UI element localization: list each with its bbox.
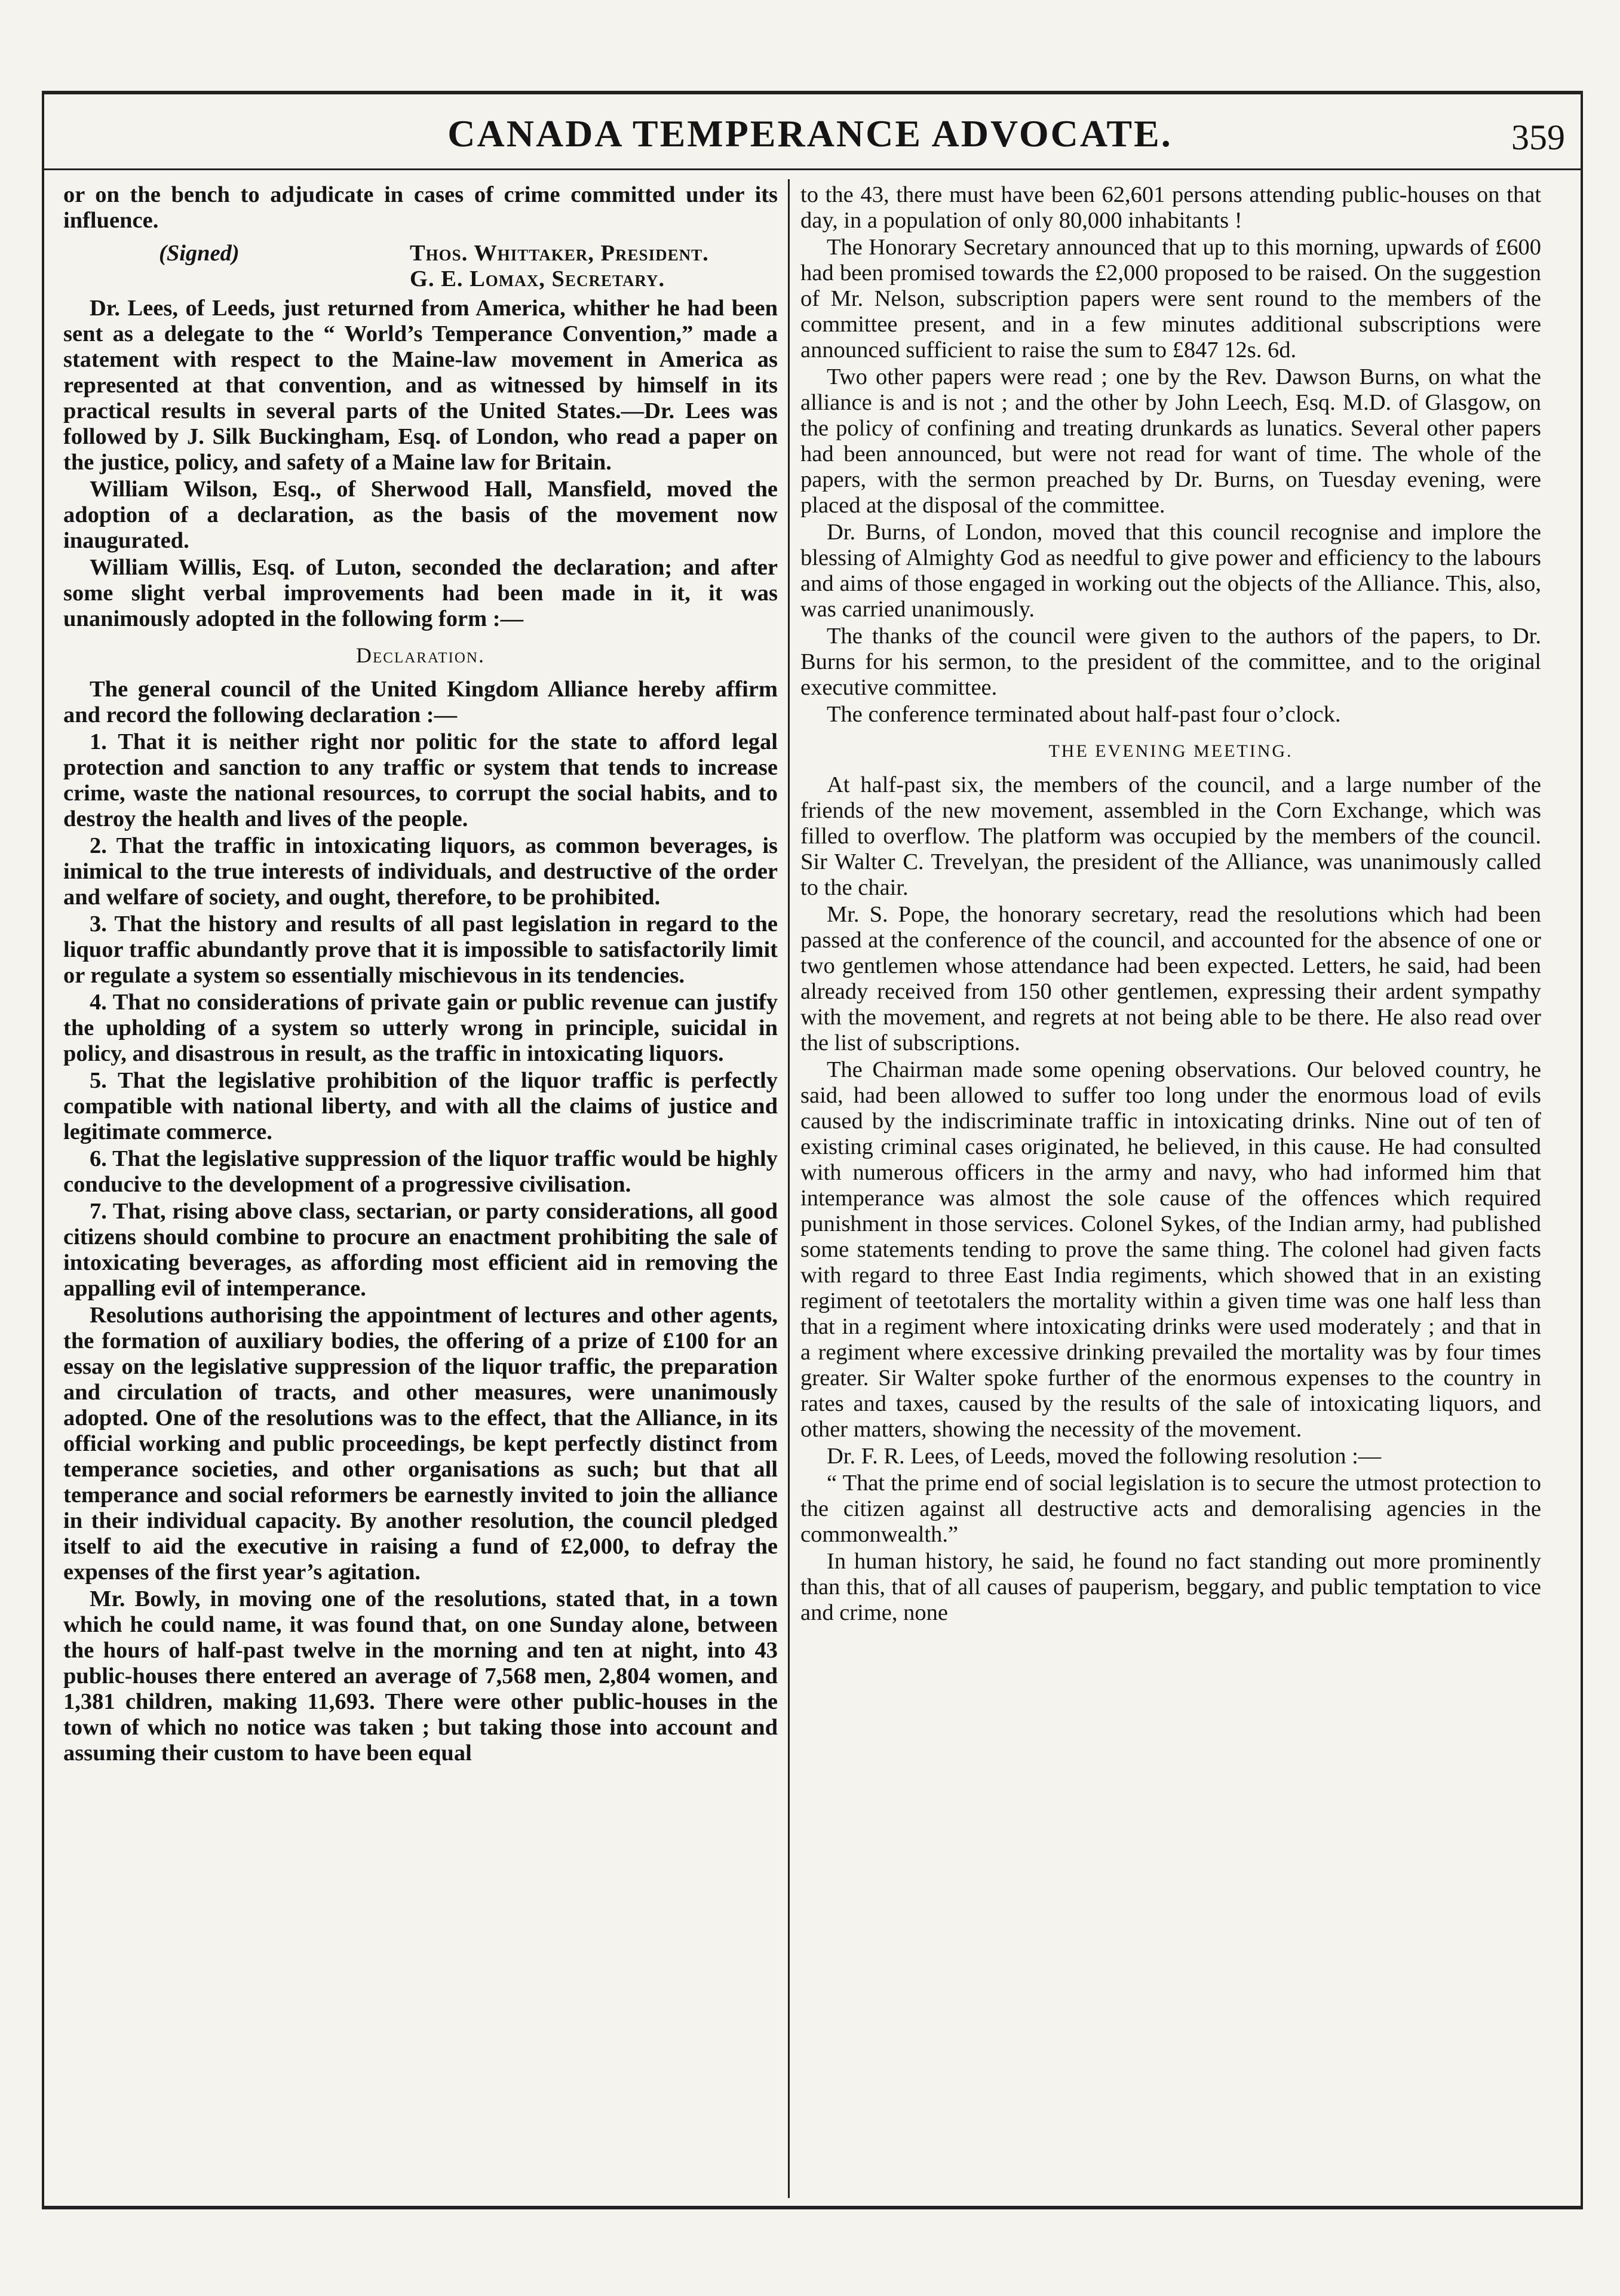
paragraph: Dr. F. R. Lees, of Leeds, moved the following resolution :— bbox=[827, 1444, 1382, 1469]
list-item: 4. That no considerations of private gain or public revenue can justify the upholding of a system so utterly wrong in principle, suicidal in policy, and disastrous in result, as the traffic in intoxicating liquors. bbox=[63, 990, 778, 1066]
paragraph: Mr. S. Pope, the honorary secretary, read the resolutions which had been passed at the conference of the council, and accounted for the absence of one or two gentlemen whose attendance had been expected. Letters, he said, had been already received from 150 other gentlemen, expressing their ardent sympathy with the movement, and regrets at not being able to be there. He also read over the list of subscriptions. bbox=[800, 902, 1541, 1055]
signer-secretary: G. E. Lomax, Secretary. bbox=[410, 266, 665, 291]
paragraph: Two other papers were read ; one by the Rev. Dawson Burns, on what the alliance is and is not ; and the other by John Leech, Esq. M.D. of Glasgow, on the policy of confining and treating drunkards as lunatics. Several other papers had been announced, but were not read for want of time. The whole of the papers, with the sermon preached by Dr. Burns, on Tuesday evening, were placed at the disposal of the committee. bbox=[800, 364, 1541, 518]
page-number: 359 bbox=[1511, 118, 1565, 157]
quoted-resolution: “ That the prime end of social legislation is to secure the utmost protection to the citizen against all destructive acts and demoralising agencies in the commonwealth.” bbox=[800, 1471, 1541, 1547]
signers bbox=[410, 241, 778, 292]
list-item: 7. That, rising above class, sectarian, or party considerations, all good citizens should combine to procure an enactment prohibiting the sale of intoxicating beverages, as affording most efficient aid in removing the appalling evil of intemperance. bbox=[63, 1199, 778, 1301]
paragraph: to the 43, there must have been 62,601 persons attending public-houses on that day, in a population of only 80,000 inhabitants ! bbox=[800, 182, 1541, 233]
signer-president: Thos. Whittaker, President. bbox=[410, 241, 709, 266]
outer-border-bottom bbox=[42, 2206, 1583, 2209]
paragraph: Dr. Burns, of London, moved that this council recognise and implore the blessing of Almighty God as needful to give power and efficiency to the labours and aims of those engaged in working out the objects of the Alliance. This, also, was carried unanimously. bbox=[800, 520, 1541, 622]
list-item: 3. That the history and results of all past legislation in regard to the liquor traffic abundantly prove that it is impossible to satisfactorily limit or regulate a system so essentially mischievous in its tendencies. bbox=[63, 911, 778, 988]
paragraph: William Wilson, Esq., of Sherwood Hall, Mansfield, moved the adoption of a declaration, as the basis of the movement now inaugurated. bbox=[63, 477, 778, 553]
paragraph: The general council of the United Kingdom Alliance hereby affirm and record the following declaration :— bbox=[63, 677, 778, 728]
paragraph: William Willis, Esq. of Luton, seconded the declaration; and after some slight verbal improvements had been made in it, it was unanimously adopted in the following form :— bbox=[63, 555, 778, 631]
paragraph: Dr. Lees, of Leeds, just returned from America, whither he had been sent as a delegate to the “ World’s Temperance Convention,” made a statement with respect to the Maine-law movement in America as represented at that convention, and as witnessed by himself in its practical results in several parts of the United States.—Dr. Lees was followed by J. Silk Buckingham, Esq. of London, who read a paper on the justice, policy, and safety of a Maine law for Britain. bbox=[63, 296, 778, 475]
page-title: CANADA TEMPERANCE ADVOCATE. bbox=[447, 112, 1173, 155]
list-item: 5. That the legislative prohibition of the liquor traffic is perfectly compatible with national liberty, and with all the claims of justice and legitimate commerce. bbox=[63, 1068, 778, 1144]
outer-border-right bbox=[1581, 91, 1583, 2208]
paragraph: Mr. Bowly, in moving one of the resolutions, stated that, in a town which he could name, it was found that, on one Sunday alone, between the hours of half-past twelve in the morning and ten at night, into 43 public-houses there entered an average of 7,568 men, 2,804 women, and 1,381 children, making 11,693. There were other public-houses in the town of which no notice was taken ; but taking those into account and assuming their custom to have been equal bbox=[63, 1586, 778, 1766]
signature-block bbox=[63, 241, 778, 292]
paragraph: The thanks of the council were given to the authors of the papers, to Dr. Burns for his sermon, to the president of the committee, and to the original executive committee. bbox=[800, 624, 1541, 700]
signed-label: (Signed) bbox=[159, 241, 240, 266]
paragraph: The Honorary Secretary announced that up to this morning, upwards of £600 had been promised towards the £2,000 proposed to be raised. On the suggestion of Mr. Nelson, subscription papers were sent round to the members of the committee present, and in a few minutes additional subscriptions were announced sufficient to raise the sum to £847 12s. 6d. bbox=[800, 235, 1541, 363]
column-divider bbox=[788, 179, 790, 2198]
paragraph: or on the bench to adjudicate in cases of crime committed under its influence. bbox=[63, 182, 778, 233]
header-rule bbox=[42, 168, 1583, 170]
paragraph: At half-past six, the members of the council, and a large number of the friends of the new movement, assembled in the Corn Exchange, which was filled to overflow. The platform was occupied by the members of the council. Sir Walter C. Trevelyan, the president of the Alliance, was unanimously called to the chair. bbox=[800, 772, 1541, 900]
paragraph: In human history, he said, he found no fact standing out more prominently than this, that of all causes of pauperism, beggary, and public temptation to vice and crime, none bbox=[800, 1549, 1541, 1625]
paragraph: The Chairman made some opening observations. Our beloved country, he said, had been allowed to suffer too long under the enormous load of evils caused by the indiscriminate traffic in intoxicating drinks. Nine out of ten of existing criminal cases originated, he believed, in this cause. He had consulted with numerous officers in the army and navy, who had informed him that intemperance was almost the sole cause of the offences which required punishment in those services. Colonel Sykes, of the Indian army, had published some statements tending to prove the same thing. The colonel had given facts with regard to three East India regiments, which showed that in an existing regiment of teetotalers the mortality within a given time was one half less than that in a regiment where intoxicating drinks were used moderately ; and that in a regiment where excessive drinking prevailed the mortality was by four times greater. Sir Walter spoke further of the enormous expenses to the country in rates and taxes, caused by the results of the sale of intoxicating liquors, and other matters, showing the necessity of the movement. bbox=[800, 1057, 1541, 1442]
paragraph: The conference terminated about half-past four o’clock. bbox=[827, 702, 1341, 727]
list-item: 2. That the traffic in intoxicating liquors, as common beverages, is inimical to the true interests of individuals, and destructive of the order and welfare of society, and ought, therefore, to be prohibited. bbox=[63, 833, 778, 910]
list-item: 6. That the legislative suppression of the liquor traffic would be highly conducive to the development of a progressive civilisation. bbox=[63, 1146, 778, 1197]
left-column bbox=[63, 182, 778, 2147]
paragraph: Resolutions authorising the appointment of lectures and other agents, the formation of auxiliary bodies, the offering of a prize of £100 for an essay on the legislative suppression of the liquor traffic, the preparation and circulation of tracts, and other measures, were unanimously adopted. One of the resolutions was to the effect, that the Alliance, in its official working and public proceedings, be kept perfectly distinct from temperance societies, and other organisations as such; but that all temperance and social reformers be earnestly invited to join the alliance in their individual capacity. By another resolution, the council pledged itself to aid the executive in raising a fund of £2,000, to defray the expenses of the first year’s agitation. bbox=[63, 1303, 778, 1585]
right-column bbox=[800, 182, 1541, 2147]
outer-border-left bbox=[42, 91, 44, 2208]
section-heading: THE EVENING MEETING. bbox=[1048, 741, 1293, 761]
outer-border-top bbox=[42, 91, 1583, 94]
list-item: 1. That it is neither right nor politic for the state to afford legal protection and sanction to any traffic or system that tends to increase crime, waste the national resources, to corrupt the social habits, and to destroy the health and lives of the people. bbox=[63, 729, 778, 831]
section-heading: Declaration. bbox=[356, 643, 485, 667]
